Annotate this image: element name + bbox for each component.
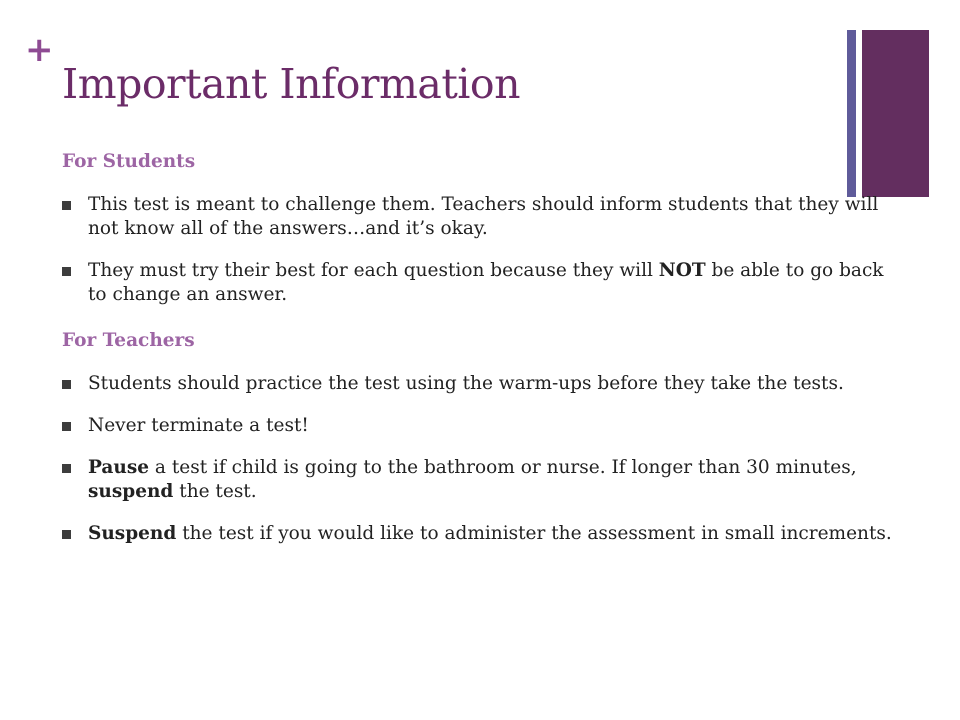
item-text: a test if child is going to the bathroom or nurse. If longer than 30 minutes, <box>149 457 857 478</box>
item-text: Never terminate a test! <box>88 415 309 436</box>
slide-title: Important Information <box>62 60 520 108</box>
plus-icon: + <box>25 30 54 70</box>
teachers-heading: For Teachers <box>62 330 195 351</box>
item-emphasis: suspend <box>88 481 174 502</box>
square-bullet-icon <box>62 267 71 276</box>
students-heading: For Students <box>62 151 196 172</box>
square-bullet-icon <box>62 530 71 539</box>
item-text: This test is meant to challenge them. Teachers should inform students that they will not know all of the answers…and it’s okay. <box>88 194 879 239</box>
square-bullet-icon <box>62 422 71 431</box>
item-emphasis: NOT <box>658 260 706 281</box>
list-item <box>62 414 892 438</box>
students-list <box>62 193 892 307</box>
list-item <box>62 522 892 546</box>
item-text: Students should practice the test using the warm-ups before they take the tests. <box>88 373 844 394</box>
item-text: the test if you would like to administer the assessment in small increments. <box>176 523 892 544</box>
item-emphasis: Pause <box>88 457 150 478</box>
item-text: They must try their best for each question because they will <box>88 260 659 281</box>
slide-body <box>62 150 892 564</box>
teachers-list <box>62 372 892 546</box>
list-item <box>62 372 892 396</box>
item-text: be able to go back to change an answer. <box>88 260 884 305</box>
square-bullet-icon <box>62 201 71 210</box>
list-item <box>62 193 892 241</box>
square-bullet-icon <box>62 380 71 389</box>
item-emphasis: Suspend <box>88 523 177 544</box>
list-item <box>62 259 892 307</box>
list-item <box>62 456 892 504</box>
item-text: the test. <box>173 481 257 502</box>
square-bullet-icon <box>62 464 71 473</box>
